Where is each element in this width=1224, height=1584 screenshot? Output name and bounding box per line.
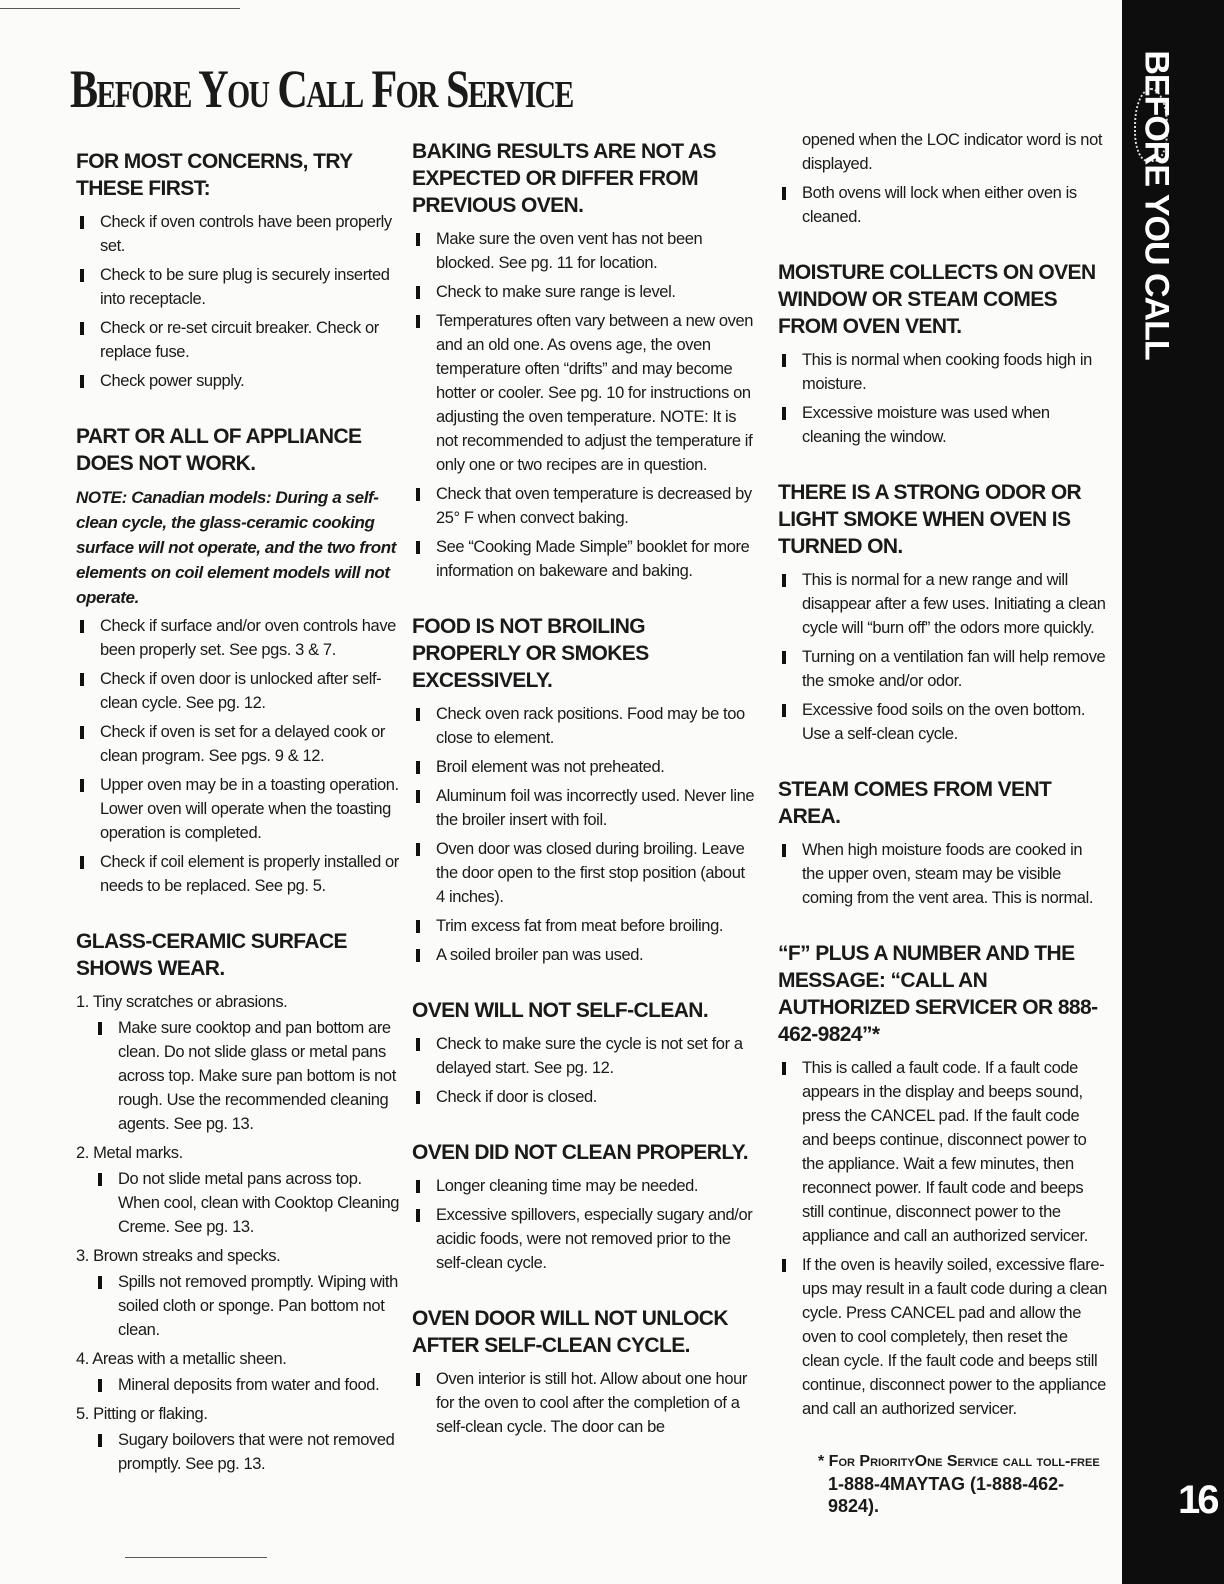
bullet-item bbox=[778, 838, 1108, 910]
bullet-text: Check oven rack positions. Food may be too close to element. bbox=[436, 705, 745, 747]
column-right bbox=[778, 128, 1108, 1517]
bullet-text: Check if oven controls have been properly set. bbox=[100, 213, 392, 255]
numbered-item bbox=[76, 1402, 406, 1476]
numbered-item bbox=[76, 1244, 406, 1342]
side-tab-text: BEFORE YOU CALL bbox=[1137, 50, 1176, 360]
numbered-item bbox=[76, 1141, 406, 1239]
section-heading: THERE IS A STRONG ODOR OR LIGHT SMOKE WHEN OVEN IS TURNED ON. bbox=[778, 481, 1082, 558]
section-heading: OVEN WILL NOT SELF-CLEAN. bbox=[412, 999, 709, 1022]
bullet-text: Check if coil element is properly installed or needs to be replaced. See pg. 5. bbox=[100, 853, 399, 895]
bullet-icon bbox=[782, 1062, 786, 1075]
bullet-icon bbox=[416, 541, 420, 554]
bullet-text: Check that oven temperature is decreased by 25° F when convect baking. bbox=[436, 485, 752, 527]
bullet-icon bbox=[416, 1373, 420, 1386]
troubleshooting-section bbox=[778, 940, 1108, 1421]
bullet-text: Temperatures often vary between a new oven and an old one. As ovens age, the oven temperature often “drifts” and may become hotter or cooler. See pg. 10 for instructions on adjusting the oven temperature. NOTE: It is not recommended to adjust the temperature if only one or two recipes are in question. bbox=[436, 312, 754, 474]
bullet-item bbox=[412, 755, 757, 779]
bullet-icon bbox=[80, 216, 84, 229]
bullet-item bbox=[76, 850, 406, 898]
bullet-text: Check if door is closed. bbox=[436, 1088, 597, 1106]
bullet-item bbox=[778, 568, 1108, 640]
bullet-item bbox=[778, 348, 1108, 396]
bullet-item bbox=[412, 943, 757, 967]
bullet-icon bbox=[98, 1379, 102, 1392]
bullet-icon bbox=[80, 322, 84, 335]
bullet-item bbox=[412, 1367, 757, 1439]
page-number: 16 bbox=[1178, 1478, 1217, 1522]
bullet-item bbox=[412, 702, 757, 750]
numbered-item-label: 5. Pitting or flaking. bbox=[76, 1405, 208, 1423]
bullet-item bbox=[778, 698, 1108, 746]
bullet-icon bbox=[782, 651, 786, 664]
bullet-icon bbox=[80, 779, 84, 792]
section-heading: FOOD IS NOT BROILING PROPERLY OR SMOKES EXCESSIVELY. bbox=[412, 615, 649, 692]
bullet-text: Check to make sure the cycle is not set for a delayed start. See pg. 12. bbox=[436, 1035, 743, 1077]
bullet-icon bbox=[416, 315, 420, 328]
bullet-text: Broil element was not preheated. bbox=[436, 758, 665, 776]
bullet-icon bbox=[416, 1209, 420, 1222]
section-heading: STEAM COMES FROM VENT AREA. bbox=[778, 778, 1052, 828]
troubleshooting-section bbox=[412, 613, 757, 967]
bullet-icon bbox=[98, 1173, 102, 1186]
bullet-icon bbox=[80, 673, 84, 686]
bullet-icon bbox=[782, 574, 786, 587]
bullet-icon bbox=[416, 488, 420, 501]
bullet-item bbox=[76, 263, 406, 311]
bullet-item bbox=[412, 280, 757, 304]
numbered-item bbox=[76, 990, 406, 1136]
bullet-icon bbox=[416, 1038, 420, 1051]
bullet-text: Check to make sure range is level. bbox=[436, 283, 676, 301]
bullet-icon bbox=[782, 844, 786, 857]
section-heading: FOR MOST CONCERNS, TRY THESE FIRST: bbox=[76, 150, 353, 200]
bullet-icon bbox=[416, 949, 420, 962]
troubleshooting-section bbox=[412, 1305, 757, 1439]
bullet-item bbox=[412, 535, 757, 583]
side-tab-label bbox=[1132, 50, 1180, 360]
bullet-item bbox=[94, 1373, 406, 1397]
numbered-item bbox=[76, 1347, 406, 1397]
bullet-text: Check to be sure plug is securely inserted into receptacle. bbox=[100, 266, 390, 308]
troubleshooting-section bbox=[76, 148, 406, 393]
bullet-icon bbox=[98, 1434, 102, 1447]
troubleshooting-section bbox=[76, 928, 406, 1476]
bullet-item bbox=[94, 1428, 406, 1476]
section-heading: “F” PLUS A NUMBER AND THE MESSAGE: “CALL AN AUTHORIZED SERVICER OR 888-462-9824”* bbox=[778, 942, 1098, 1046]
bullet-icon bbox=[416, 1180, 420, 1193]
bullet-text: When high moisture foods are cooked in the upper oven, steam may be visible coming from the vent area. This is normal. bbox=[802, 841, 1094, 907]
troubleshooting-section bbox=[412, 1139, 757, 1275]
bullet-item bbox=[76, 773, 406, 845]
page-title: Before You Call For Service bbox=[70, 59, 573, 119]
bullet-item bbox=[778, 181, 1108, 229]
bullet-icon bbox=[782, 704, 786, 717]
bullet-text: Turning on a ventilation fan will help remove the smoke and/or odor. bbox=[802, 648, 1106, 690]
troubleshooting-section bbox=[76, 423, 406, 898]
bullet-text: Check if oven is set for a delayed cook or clean program. See pgs. 9 & 12. bbox=[100, 723, 385, 765]
bullet-item bbox=[778, 1056, 1108, 1248]
bullet-text: Make sure the oven vent has not been blocked. See pg. 11 for location. bbox=[436, 230, 703, 272]
bullet-icon bbox=[80, 269, 84, 282]
section-heading: OVEN DID NOT CLEAN PROPERLY. bbox=[412, 1141, 748, 1164]
footnote-line: * For PriorityOne Service call toll-free bbox=[818, 1453, 1100, 1470]
bullet-item bbox=[76, 369, 406, 393]
bullet-item bbox=[412, 784, 757, 832]
bullet-text: See “Cooking Made Simple” booklet for more information on bakeware and baking. bbox=[436, 538, 750, 580]
bullet-text: Oven interior is still hot. Allow about one hour for the oven to cool after the completion of a self-clean cycle. The door can be bbox=[436, 1370, 747, 1436]
bullet-icon bbox=[80, 375, 84, 388]
section-heading: PART OR ALL OF APPLIANCE DOES NOT WORK. bbox=[76, 425, 362, 475]
numbered-item-label: 1. Tiny scratches or abrasions. bbox=[76, 993, 288, 1011]
bullet-text: Spills not removed promptly. Wiping with soiled cloth or sponge. Pan bottom not clean. bbox=[118, 1273, 398, 1339]
bullet-item bbox=[76, 667, 406, 715]
bullet-text: Check or re-set circuit breaker. Check or replace fuse. bbox=[100, 319, 379, 361]
bullet-icon bbox=[416, 233, 420, 246]
bullet-text: Sugary boilovers that were not removed promptly. See pg. 13. bbox=[118, 1431, 395, 1473]
column-left bbox=[76, 148, 406, 1506]
bullet-text: This is normal for a new range and will disappear after a few uses. Initiating a clean cycle will “burn off” the odors more quickly. bbox=[802, 571, 1106, 637]
bullet-text: Check if oven door is unlocked after self-clean cycle. See pg. 12. bbox=[100, 670, 382, 712]
bullet-text: Oven door was closed during broiling. Leave the door open to the first stop position (about 4 inches). bbox=[436, 840, 745, 906]
bullet-text: Trim excess fat from meat before broiling. bbox=[436, 917, 724, 935]
bullet-text: This is called a fault code. If a fault code appears in the display and beeps sound, press the CANCEL pad. If the fault code and beeps continue, disconnect power to the appliance. Wait a few minutes, then reconnect power. If fault code and beeps still continue, disconnect power to the appliance and call an authorized servicer. bbox=[802, 1059, 1088, 1245]
bullet-item bbox=[412, 837, 757, 909]
section-heading: GLASS-CERAMIC SURFACE SHOWS WEAR. bbox=[76, 930, 347, 980]
bullet-icon bbox=[416, 790, 420, 803]
bullet-icon bbox=[98, 1276, 102, 1289]
bullet-item bbox=[778, 645, 1108, 693]
scan-artifact-line bbox=[0, 8, 240, 9]
bullet-icon bbox=[416, 1091, 420, 1104]
troubleshooting-section bbox=[412, 997, 757, 1109]
bullet-text: Excessive food soils on the oven bottom. Use a self-clean cycle. bbox=[802, 701, 1085, 743]
bullet-icon bbox=[416, 761, 420, 774]
bullet-icon bbox=[782, 1259, 786, 1272]
numbered-item-label: 4. Areas with a metallic sheen. bbox=[76, 1350, 287, 1368]
bullet-text: This is normal when cooking foods high in moisture. bbox=[802, 351, 1092, 393]
bullet-item bbox=[412, 914, 757, 938]
bullet-icon bbox=[782, 187, 786, 200]
bullet-item bbox=[412, 1085, 757, 1109]
section-heading: BAKING RESULTS ARE NOT AS EXPECTED OR DIFFER FROM PREVIOUS OVEN. bbox=[412, 140, 716, 217]
service-footnote bbox=[778, 1451, 1108, 1517]
troubleshooting-section bbox=[778, 259, 1108, 449]
bullet-item bbox=[412, 482, 757, 530]
bullet-text: Make sure cooktop and pan bottom are clean. Do not slide glass or metal pans across top. Make sure pan bottom is not rough. Use the recommended cleaning agents. See pg. 13. bbox=[118, 1019, 396, 1133]
bullet-text: Upper oven may be in a toasting operation. Lower oven will operate when the toasting operation is completed. bbox=[100, 776, 399, 842]
bullet-text: If the oven is heavily soiled, excessive flare-ups may result in a fault code during a clean cycle. Press CANCEL pad and allow the oven to cool completely, then reset the clean cycle. If the fault code and beeps still continue, disconnect power to the appliance and call an authorized servicer. bbox=[802, 1256, 1107, 1418]
troubleshooting-section bbox=[778, 776, 1108, 910]
bullet-icon bbox=[782, 354, 786, 367]
bullet-item bbox=[412, 309, 757, 477]
bullet-item bbox=[76, 210, 406, 258]
bullet-text: Do not slide metal pans across top. When cool, clean with Cooktop Cleaning Creme. See pg. 13. bbox=[118, 1170, 400, 1236]
bullet-icon bbox=[80, 856, 84, 869]
troubleshooting-section bbox=[412, 138, 757, 583]
bullet-item bbox=[76, 720, 406, 768]
bullet-item bbox=[412, 1032, 757, 1080]
bullet-item bbox=[412, 1174, 757, 1198]
bullet-text: Check if surface and/or oven controls have been properly set. See pgs. 3 & 7. bbox=[100, 617, 396, 659]
bullet-icon bbox=[416, 286, 420, 299]
bullet-text: Check power supply. bbox=[100, 372, 245, 390]
section-note: NOTE: Canadian models: During a self-clean cycle, the glass-ceramic cooking surface will not operate, and the two front elements on coil element models will not operate. bbox=[76, 488, 396, 607]
bullet-icon bbox=[416, 708, 420, 721]
troubleshooting-section bbox=[778, 479, 1108, 746]
footnote-phone: 1-888-4MAYTAG (1-888-462-9824). bbox=[828, 1474, 1065, 1516]
bullet-item bbox=[94, 1270, 406, 1342]
bullet-item bbox=[412, 1203, 757, 1275]
bullet-text: A soiled broiler pan was used. bbox=[436, 946, 644, 964]
column-middle bbox=[412, 138, 757, 1469]
bullet-text: Aluminum foil was incorrectly used. Never line the broiler insert with foil. bbox=[436, 787, 755, 829]
numbered-item-label: 2. Metal marks. bbox=[76, 1144, 183, 1162]
bullet-text: Mineral deposits from water and food. bbox=[118, 1376, 380, 1394]
bullet-item bbox=[94, 1016, 406, 1136]
bullet-item bbox=[778, 1253, 1108, 1421]
bullet-icon bbox=[80, 726, 84, 739]
bullet-text: Both ovens will lock when either oven is cleaned. bbox=[802, 184, 1077, 226]
bullet-text: Excessive moisture was used when cleaning the window. bbox=[802, 404, 1050, 446]
bullet-item bbox=[778, 401, 1108, 449]
bullet-text: Excessive spillovers, especially sugary and/or acidic foods, were not removed prior to the self-clean cycle. bbox=[436, 1206, 753, 1272]
section-heading: OVEN DOOR WILL NOT UNLOCK AFTER SELF-CLEAN CYCLE. bbox=[412, 1307, 728, 1357]
numbered-item-label: 3. Brown streaks and specks. bbox=[76, 1247, 281, 1265]
bullet-item bbox=[94, 1167, 406, 1239]
scan-artifact-line bbox=[125, 1557, 267, 1558]
continued-text: opened when the LOC indicator word is not displayed. bbox=[802, 131, 1103, 173]
troubleshooting-section bbox=[778, 128, 1108, 229]
bullet-item bbox=[76, 614, 406, 662]
section-heading: MOISTURE COLLECTS ON OVEN WINDOW OR STEAM COMES FROM OVEN VENT. bbox=[778, 261, 1096, 338]
bullet-text: Longer cleaning time may be needed. bbox=[436, 1177, 699, 1195]
bullet-icon bbox=[98, 1022, 102, 1035]
bullet-item bbox=[76, 316, 406, 364]
bullet-icon bbox=[80, 620, 84, 633]
bullet-icon bbox=[416, 843, 420, 856]
bullet-icon bbox=[782, 407, 786, 420]
bullet-item bbox=[412, 227, 757, 275]
bullet-icon bbox=[416, 920, 420, 933]
